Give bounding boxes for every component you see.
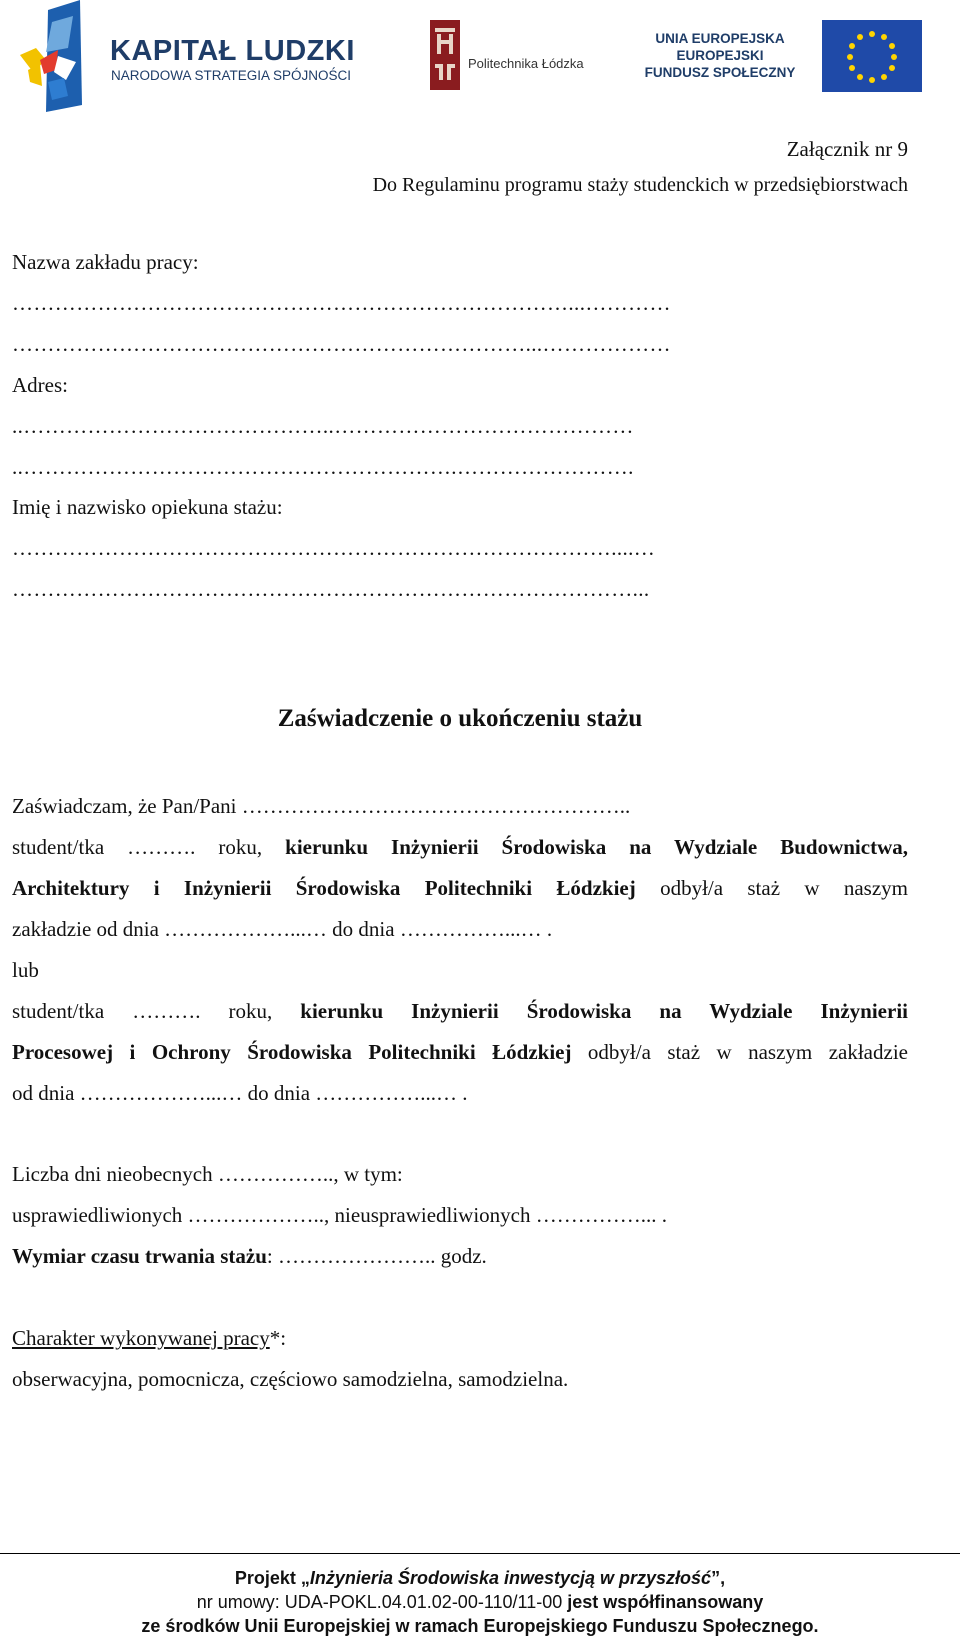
unia-europejska-text	[620, 30, 820, 81]
tutor-label: Imię i nazwisko opiekuna stażu:	[12, 495, 283, 519]
footer-divider	[0, 1553, 960, 1554]
footer-project-name: Inżynieria Środowiska inwestycją w przyszłość	[309, 1568, 712, 1588]
tutor-line-1: …………………………………………………………………………....…	[12, 536, 656, 560]
politechnika-name: Politechnika Łódzka	[468, 56, 584, 71]
paragraph-2-line-2	[12, 1039, 908, 1065]
footer-cofinanced: jest współfinansowany	[567, 1592, 764, 1612]
annex-number: Załącznik nr 9	[786, 137, 908, 161]
absence-detail: usprawiedliwionych ……………….., nieusprawiedliwionych ……………... .	[12, 1203, 667, 1227]
footer-contract-number: nr umowy: UDA-POKL.04.01.02-00-110/11-00	[196, 1592, 568, 1612]
paragraph-1-university: Architektury i Inżynierii Środowiska Politechniki Łódzkiej	[12, 876, 636, 900]
footer-funding: ze środków Unii Europejskiej w ramach Europejskiego Funduszu Społecznego.	[141, 1616, 819, 1636]
work-character-label: Charakter wykonywanej pracy	[12, 1326, 270, 1350]
footer-project	[0, 1566, 960, 1590]
work-character-marker: *:	[269, 1326, 287, 1350]
paragraph-1-line-1	[12, 834, 908, 860]
kapital-ludzki-subtitle: NARODOWA STRATEGIA SPÓJNOŚCI	[111, 68, 352, 83]
certificate-title: Zaświadczenie o ukończeniu stażu	[277, 705, 643, 732]
paragraph-1-line-2	[12, 875, 908, 901]
ue-line-1: UNIA EUROPEJSKA	[655, 31, 785, 46]
tutor-line-2: ……………………………………………………………………………...	[12, 577, 650, 601]
paragraph-2-university: Procesowej i Ochrony Środowiska Politechniki Łódzkiej	[12, 1040, 572, 1064]
paragraph-1-dates: zakładzie od dnia ………………...… do dnia ……………...… .	[12, 917, 553, 941]
address-line-1: ..……………………………………..……………………………………	[12, 414, 634, 438]
employer-name-label: Nazwa zakładu pracy:	[12, 250, 199, 274]
work-character-options: obserwacyjna, pomocnicza, częściowo samodzielna, samodzielna.	[12, 1367, 569, 1391]
paragraph-2-faculty: kierunku Inżynierii Środowiska na Wydziale Inżynierii	[300, 999, 908, 1023]
duration-line	[12, 1243, 487, 1269]
employer-name-line-2: ………………………………………………………………...………………	[12, 332, 671, 356]
address-line-2: ..…………………………………………………….…………………….	[12, 455, 634, 479]
or-label: lub	[12, 958, 39, 982]
work-character-heading	[12, 1325, 286, 1351]
footer-project-prefix: Projekt „	[234, 1568, 310, 1588]
paragraph-1-start: student/tka ………. roku,	[12, 835, 286, 859]
ue-line-2: EUROPEJSKI	[676, 48, 764, 63]
kapital-ludzki-emblem-icon	[18, 0, 88, 114]
politechnika-emblem-icon	[430, 20, 460, 90]
paragraph-1-internship: odbył/a staż w naszym	[635, 876, 908, 900]
ue-line-3: FUNDUSZ SPOŁECZNY	[644, 65, 796, 80]
paragraph-1-faculty: kierunku Inżynierii Środowiska na Wydziale Budownictwa,	[285, 835, 908, 859]
annex-reference: Do Regulaminu programu staży studenckich w przedsiębiorstwach	[372, 174, 908, 196]
duration-value: : ………………….. godz.	[266, 1244, 487, 1268]
certificate-intro: Zaświadczam, że Pan/Pani ………………………………………………..	[12, 794, 631, 818]
politechnika-lodzka-logo	[430, 20, 600, 95]
employer-name-line-1: ……………………………………………………………………...…………	[12, 291, 671, 315]
kapital-ludzki-title: KAPITAŁ LUDZKI	[110, 35, 355, 67]
absence-total: Liczba dni nieobecnych …………….., w tym:	[12, 1162, 403, 1186]
unia-europejska-logo	[644, 20, 920, 95]
footer-contract	[0, 1590, 960, 1614]
paragraph-2-dates: od dnia ………………...… do dnia ……………...… .	[12, 1081, 468, 1105]
paragraph-2-internship: odbył/a staż w naszym zakładzie	[571, 1040, 908, 1064]
paragraph-2-start: student/tka ………. roku,	[12, 999, 301, 1023]
duration-label: Wymiar czasu trwania stażu	[12, 1244, 267, 1268]
address-label: Adres:	[12, 373, 68, 397]
footer-project-suffix: ”,	[711, 1568, 726, 1588]
eu-flag-icon	[822, 20, 922, 92]
kapital-ludzki-logo	[18, 0, 363, 114]
paragraph-2-line-1	[12, 998, 908, 1024]
